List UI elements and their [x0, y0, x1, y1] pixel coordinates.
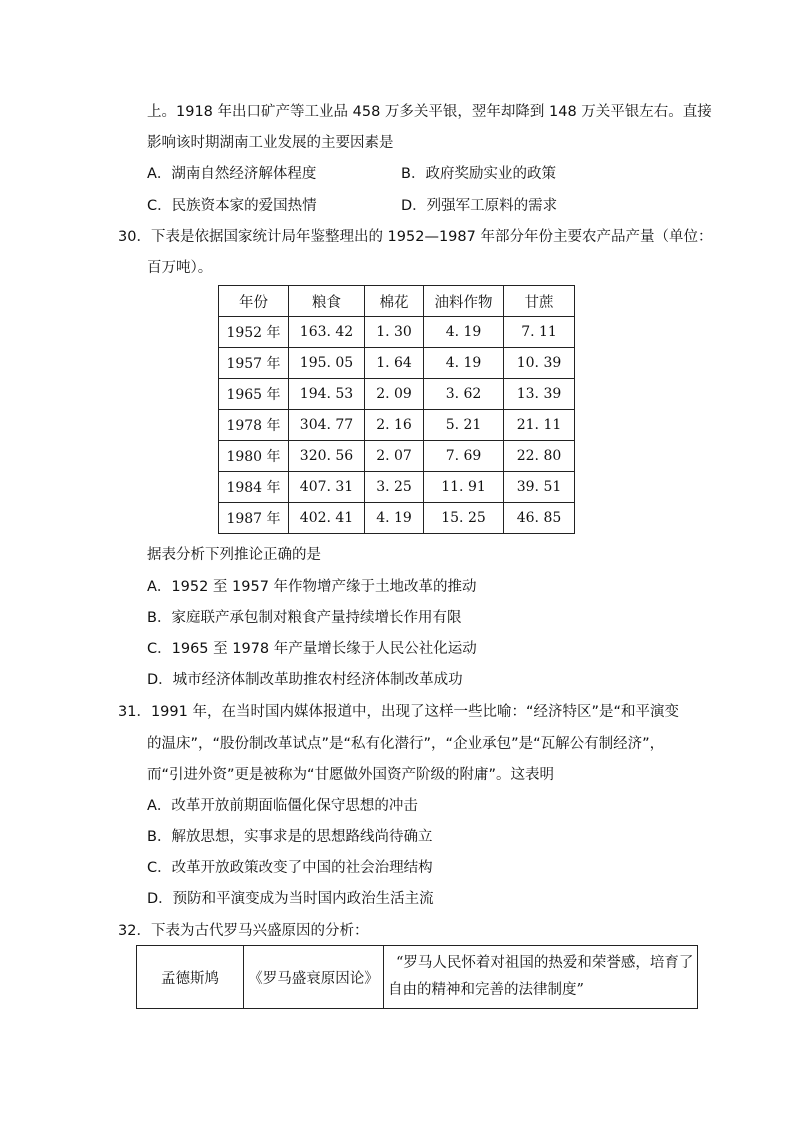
- cell-sugarcane: 22. 80: [504, 441, 575, 472]
- cell-oil-crops: 3. 62: [424, 379, 504, 410]
- production-table: [218, 285, 575, 534]
- cell-year: 1978 年: [219, 410, 289, 441]
- q30-option-c: C．1965 至 1978 年产量增长缘于人民公社化运动: [147, 641, 477, 657]
- quote-cell: [384, 946, 698, 1009]
- q31-option-b: B．解放思想，实事求是的思想路线尚待确立: [147, 829, 433, 845]
- cell-cotton: 2. 09: [365, 379, 424, 410]
- cell-oil-crops: 7. 69: [424, 441, 504, 472]
- quote-line-2: 自由的精神和完善的法律制度”: [388, 982, 584, 998]
- cell-cotton: 3. 25: [365, 472, 424, 503]
- table-row: [219, 503, 575, 534]
- cell-grain: 304. 77: [289, 410, 365, 441]
- cell-grain: 163. 42: [289, 317, 365, 348]
- cell-year: 1987 年: [219, 503, 289, 534]
- cell-cotton: 1. 30: [365, 317, 424, 348]
- q29-option-c: C．民族资本家的爱国热情: [147, 198, 317, 214]
- table-row: [219, 348, 575, 379]
- header-year: 年份: [219, 286, 289, 317]
- cell-sugarcane: 39. 51: [504, 472, 575, 503]
- cell-cotton: 2. 16: [365, 410, 424, 441]
- cell-year: 1984 年: [219, 472, 289, 503]
- q29-stem-line-1: 上。1918 年出口矿产等工业品 458 万多关平银，翌年却降到 148 万关平银左右。直接: [147, 104, 712, 120]
- cell-oil-crops: 11. 91: [424, 472, 504, 503]
- rome-analysis-table: [136, 945, 698, 1009]
- header-grain: 粮食: [289, 286, 365, 317]
- cell-oil-crops: 4. 19: [424, 317, 504, 348]
- cell-year: 1965 年: [219, 379, 289, 410]
- work-cell: 《罗马盛衰原因论》: [244, 946, 384, 1009]
- q31-stem-line-2: 的温床”，“股份制改革试点”是“私有化潜行”，“企业承包”是“瓦解公有制经济”，: [147, 736, 665, 752]
- header-cotton: 棉花: [365, 286, 424, 317]
- q31-option-a: A．改革开放前期面临僵化保守思想的冲击: [147, 798, 418, 814]
- q31-stem-line-3: 而“引进外资”更是被称为“甘愿做外国资产阶级的附庸”。这表明: [147, 767, 555, 783]
- cell-grain: 320. 56: [289, 441, 365, 472]
- author-cell: 孟德斯鸠: [137, 946, 244, 1009]
- q29-option-d: D．列强军工原料的需求: [401, 198, 558, 214]
- cell-oil-crops: 5. 21: [424, 410, 504, 441]
- cell-sugarcane: 13. 39: [504, 379, 575, 410]
- q30-option-a: A．1952 至 1957 年作物增产缘于土地改革的推动: [147, 579, 477, 595]
- q30-stem-line-1: 30．下表是依据国家统计局年鉴整理出的 1952—1987 年部分年份主要农产品产量（单位：: [118, 229, 713, 245]
- q30-stem-line-2: 百万吨）。: [147, 260, 213, 276]
- cell-grain: 194. 53: [289, 379, 365, 410]
- header-oil-crops: 油料作物: [424, 286, 504, 317]
- cell-oil-crops: 15. 25: [424, 503, 504, 534]
- q30-prompt: 据表分析下列推论正确的是: [147, 547, 321, 563]
- q31-stem-line-1: 31．1991 年，在当时国内媒体报道中，出现了这样一些比喻：“经济特区”是“和平演变: [118, 704, 679, 720]
- table-row: [219, 441, 575, 472]
- q31-option-c: C．改革开放政策改变了中国的社会治理结构: [147, 860, 433, 876]
- table-row: [219, 379, 575, 410]
- cell-year: 1980 年: [219, 441, 289, 472]
- cell-sugarcane: 21. 11: [504, 410, 575, 441]
- table-row: [219, 317, 575, 348]
- quote-line-1: “罗马人民怀着对祖国的热爱和荣誉感，培育了: [396, 955, 694, 971]
- cell-cotton: 2. 07: [365, 441, 424, 472]
- q29-option-a: A．湖南自然经济解体程度: [147, 166, 317, 182]
- cell-cotton: 4. 19: [365, 503, 424, 534]
- cell-year: 1952 年: [219, 317, 289, 348]
- q32-stem: 32．下表为古代罗马兴盛原因的分析：: [118, 923, 369, 939]
- cell-oil-crops: 4. 19: [424, 348, 504, 379]
- q29-option-b: B．政府奖励实业的政策: [401, 166, 556, 182]
- cell-sugarcane: 7. 11: [504, 317, 575, 348]
- cell-cotton: 1. 64: [365, 348, 424, 379]
- cell-grain: 407. 31: [289, 472, 365, 503]
- q30-option-d: D．城市经济体制改革助推农村经济体制改革成功: [147, 672, 463, 688]
- cell-grain: 402. 41: [289, 503, 365, 534]
- cell-sugarcane: 46. 85: [504, 503, 575, 534]
- table-row: [137, 946, 698, 1009]
- table-row: [219, 472, 575, 503]
- q31-option-d: D．预防和平演变成为当时国内政治生活主流: [147, 891, 434, 907]
- table-row: [219, 410, 575, 441]
- header-sugarcane: 甘蔗: [504, 286, 575, 317]
- q30-option-b: B．家庭联产承包制对粮食产量持续增长作用有限: [147, 610, 462, 626]
- cell-grain: 195. 05: [289, 348, 365, 379]
- q29-stem-line-2: 影响该时期湖南工业发展的主要因素是: [147, 135, 394, 151]
- cell-sugarcane: 10. 39: [504, 348, 575, 379]
- table-header-row: [219, 286, 575, 317]
- cell-year: 1957 年: [219, 348, 289, 379]
